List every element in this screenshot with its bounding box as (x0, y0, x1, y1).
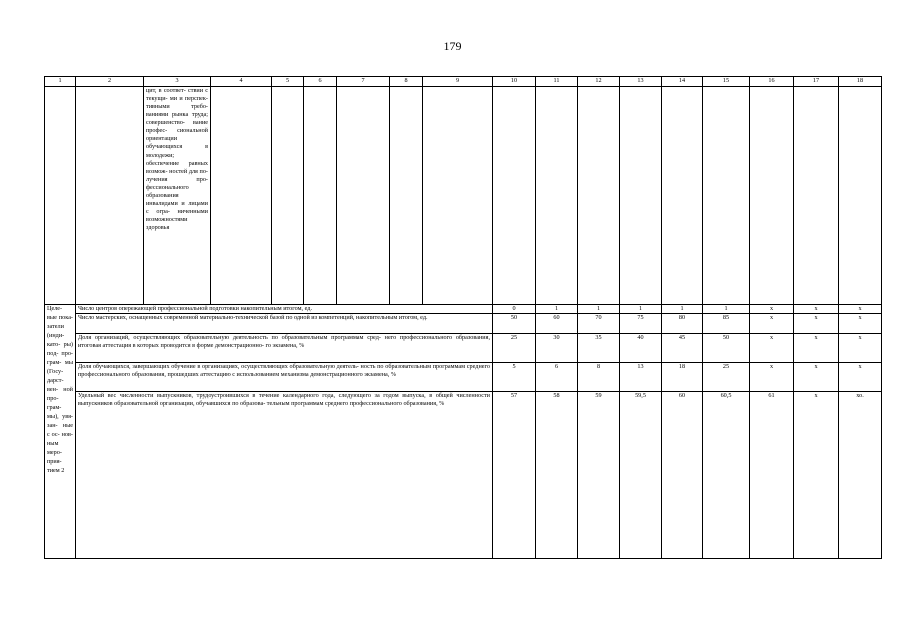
indicator-value: 8 (578, 363, 620, 392)
table-cell (662, 87, 703, 305)
table-cell (839, 87, 882, 305)
indicator-value: x (794, 363, 839, 392)
table-cell (390, 87, 423, 305)
indicators-table (44, 76, 882, 559)
indicator-value: хо. (839, 392, 882, 559)
indicator-value: x (750, 305, 794, 314)
indicator-value: x (750, 334, 794, 363)
table-cell (493, 87, 536, 305)
indicator-value: x (794, 314, 839, 334)
column-number-row (45, 77, 882, 87)
indicator-value: x (794, 334, 839, 363)
column-header: 14 (662, 77, 703, 87)
indicator-value: x (839, 363, 882, 392)
table-cell (337, 87, 390, 305)
column-header: 17 (794, 77, 839, 87)
indicator-value: 80 (662, 314, 703, 334)
indicator-value: 0 (493, 305, 536, 314)
indicator-value: x (794, 392, 839, 559)
indicator-row (45, 363, 882, 392)
column-header: 15 (703, 77, 750, 87)
indicator-row (45, 392, 882, 559)
indicator-text: Число мастерских, оснащенных современной материально-технической базой по одной из компетенций, накопительным итогом, ед. (76, 314, 493, 334)
indicator-value: 60,5 (703, 392, 750, 559)
column-header: 2 (76, 77, 144, 87)
indicator-value: 1 (620, 305, 662, 314)
indicator-value: 25 (493, 334, 536, 363)
column-header: 4 (211, 77, 272, 87)
table-cell (211, 87, 272, 305)
indicator-text: Доля обучающихся, завершающих обучение в организациях, осуществляющих образовательную деятель- ность по образовательным программам среднего профессионального образования, прошедших аттестацию с использованием механизма демонстрационного экзамена, % (76, 363, 493, 392)
indicator-value: 1 (703, 305, 750, 314)
column-header: 7 (337, 77, 390, 87)
table-cell (620, 87, 662, 305)
column-header: 18 (839, 77, 882, 87)
group-label: Целе- вые пока- затели (инди- като- ры) под- про- грам- мы (Госу- дарст- вен- ной про- грам- мы), увя- зан- ные с ос- нов- ным меро- прия- тием 2 (45, 305, 76, 559)
column-header: 16 (750, 77, 794, 87)
table-cell (272, 87, 304, 305)
indicator-value: x (839, 314, 882, 334)
indicator-row (45, 334, 882, 363)
indicator-value: 6 (536, 363, 578, 392)
indicator-value: 60 (536, 314, 578, 334)
indicator-value: 1 (578, 305, 620, 314)
indicator-value: 25 (703, 363, 750, 392)
table-cell (703, 87, 750, 305)
indicator-value: 60 (662, 392, 703, 559)
indicator-text: Доля организаций, осуществляющих образовательную деятельность по образовательным программам сред- него профессионального образования, итоговая аттестация в которых проводится в форме демонстрационно- го экзамена, % (76, 334, 493, 363)
indicator-value: 50 (493, 314, 536, 334)
column-header: 13 (620, 77, 662, 87)
indicator-value: 5 (493, 363, 536, 392)
column-header: 10 (493, 77, 536, 87)
indicator-value: 1 (536, 305, 578, 314)
indicator-value: 35 (578, 334, 620, 363)
column-header: 11 (536, 77, 578, 87)
table-cell (578, 87, 620, 305)
indicator-value: 40 (620, 334, 662, 363)
column-header: 8 (390, 77, 423, 87)
continuation-row (45, 87, 882, 305)
indicator-value: 59,5 (620, 392, 662, 559)
column-header: 5 (272, 77, 304, 87)
indicator-value: 61 (750, 392, 794, 559)
column-header: 1 (45, 77, 76, 87)
indicator-value: 57 (493, 392, 536, 559)
column-header: 3 (144, 77, 211, 87)
indicator-value: 58 (536, 392, 578, 559)
indicator-row (45, 314, 882, 334)
indicator-text: Число центров опережающей профессиональной подготовки накопительным итогом, ед. (76, 305, 493, 314)
indicator-value: x (794, 305, 839, 314)
indicator-value: 13 (620, 363, 662, 392)
continuation-text: цит, в соответ- ствии с текущи- ми и перспек- тивными требо- ваниями рынка труда; совершенство- вание профес- сиональной ориентации обучающихся в молодежи; обеспечение равных возмож- ностей для по- лучения про- фессионального образования инвалидами и лицами с огра- ниченными возможностями здоровья (144, 87, 211, 305)
indicator-value: x (839, 305, 882, 314)
indicator-value: 75 (620, 314, 662, 334)
table-cell (750, 87, 794, 305)
column-header: 9 (423, 77, 493, 87)
table-cell (536, 87, 578, 305)
column-header: 6 (304, 77, 337, 87)
table-cell (45, 87, 76, 305)
table-cell (423, 87, 493, 305)
table-cell (304, 87, 337, 305)
indicator-value: 1 (662, 305, 703, 314)
indicator-value: 85 (703, 314, 750, 334)
indicator-value: x (839, 334, 882, 363)
column-header: 12 (578, 77, 620, 87)
indicator-value: 70 (578, 314, 620, 334)
indicator-value: x (750, 314, 794, 334)
indicator-value: 50 (703, 334, 750, 363)
indicator-value: 45 (662, 334, 703, 363)
indicator-text: Удельный вес численности выпускников, трудоустроившихся в течение календарного года, следующего за годом выпуска, в общей численности выпускников образовательной организации, обучавшихся по образова- тельным программам среднего профессионального образования, % (76, 392, 493, 559)
table-cell (76, 87, 144, 305)
indicator-row (45, 305, 882, 314)
indicator-value: x (750, 363, 794, 392)
indicator-value: 30 (536, 334, 578, 363)
table-cell (794, 87, 839, 305)
indicator-value: 18 (662, 363, 703, 392)
indicator-value: 59 (578, 392, 620, 559)
page-number: 179 (443, 39, 462, 53)
